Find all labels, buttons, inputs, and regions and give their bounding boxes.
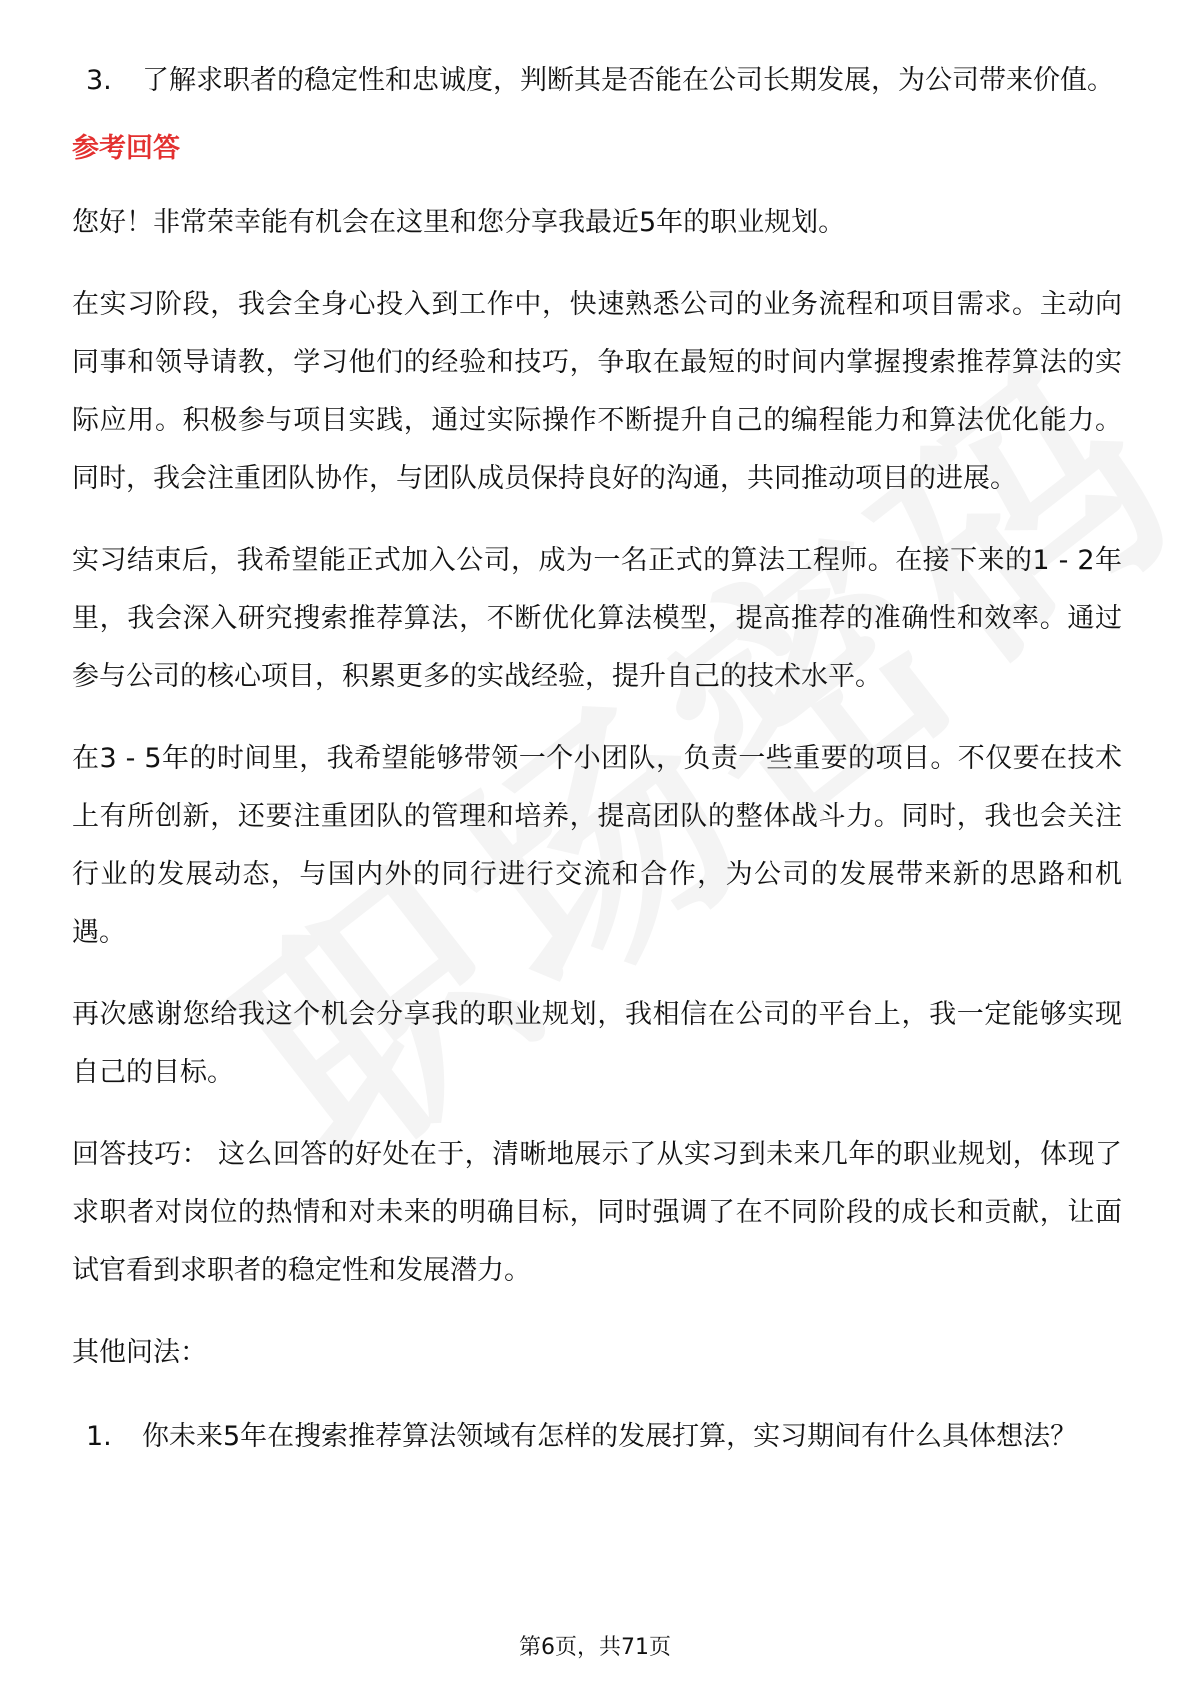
paragraph-thanks: 再次感谢您给我这个机会分享我的职业规划，我相信在公司的平台上，我一定能够实现自己的目标。 (72, 999, 1122, 1088)
list-item-bottom (86, 1410, 1122, 1464)
other-questions-title: 其他问法： (72, 1337, 207, 1368)
paragraph-3-5-years: 在3 - 5年的时间里，我希望能够带领一个小团队，负责一些重要的项目。不仅要在技术上有所创新，还要注重团队的管理和培养，提高团队的整体战斗力。同时，我也会关注行业的发展动态，与国内外的同行进行交流和合作，为公司的发展带来新的思路和机遇。 (72, 743, 1122, 948)
list-item-text: 你未来5年在搜索推荐算法领域有怎样的发展打算，实习期间有什么具体想法？ (142, 1421, 1078, 1452)
section-title: 参考回答 (72, 133, 180, 164)
paragraph-after-internship: 实习结束后，我希望能正式加入公司，成为一名正式的算法工程师。在接下来的1 - 2年里，我会深入研究搜索推荐算法，不断优化算法模型，提高推荐的准确性和效率。通过参与公司的核心项目，积累更多的实战经验，提升自己的技术水平。 (72, 545, 1122, 692)
list-item-number: 1. (86, 1421, 112, 1452)
list-item-number: 3. (86, 65, 112, 96)
list-item-text: 了解求职者的稳定性和忠诚度，判断其是否能在公司长期发展，为公司带来价值。 (142, 65, 1114, 96)
page-footer: 第6页，共71页 (519, 1635, 671, 1660)
paragraph-greeting: 您好！非常荣幸能有机会在这里和您分享我最近5年的职业规划。 (72, 207, 846, 238)
page-content (72, 54, 1122, 1464)
paragraph-internship: 在实习阶段，我会全身心投入到工作中，快速熟悉公司的业务流程和项目需求。主动向同事和领导请教，学习他们的经验和技巧，争取在最短的时间内掌握搜索推荐算法的实际应用。积极参与项目实践，通过实际操作不断提升自己的编程能力和算法优化能力。同时，我会注重团队协作，与团队成员保持良好的沟通，共同推动项目的进展。 (72, 289, 1122, 494)
list-item-top (86, 54, 1122, 108)
paragraph-answer-tips: 回答技巧： 这么回答的好处在于，清晰地展示了从实习到未来几年的职业规划，体现了求职者对岗位的热情和对未来的明确目标，同时强调了在不同阶段的成长和贡献，让面试官看到求职者的稳定性和发展潜力。 (72, 1139, 1122, 1286)
